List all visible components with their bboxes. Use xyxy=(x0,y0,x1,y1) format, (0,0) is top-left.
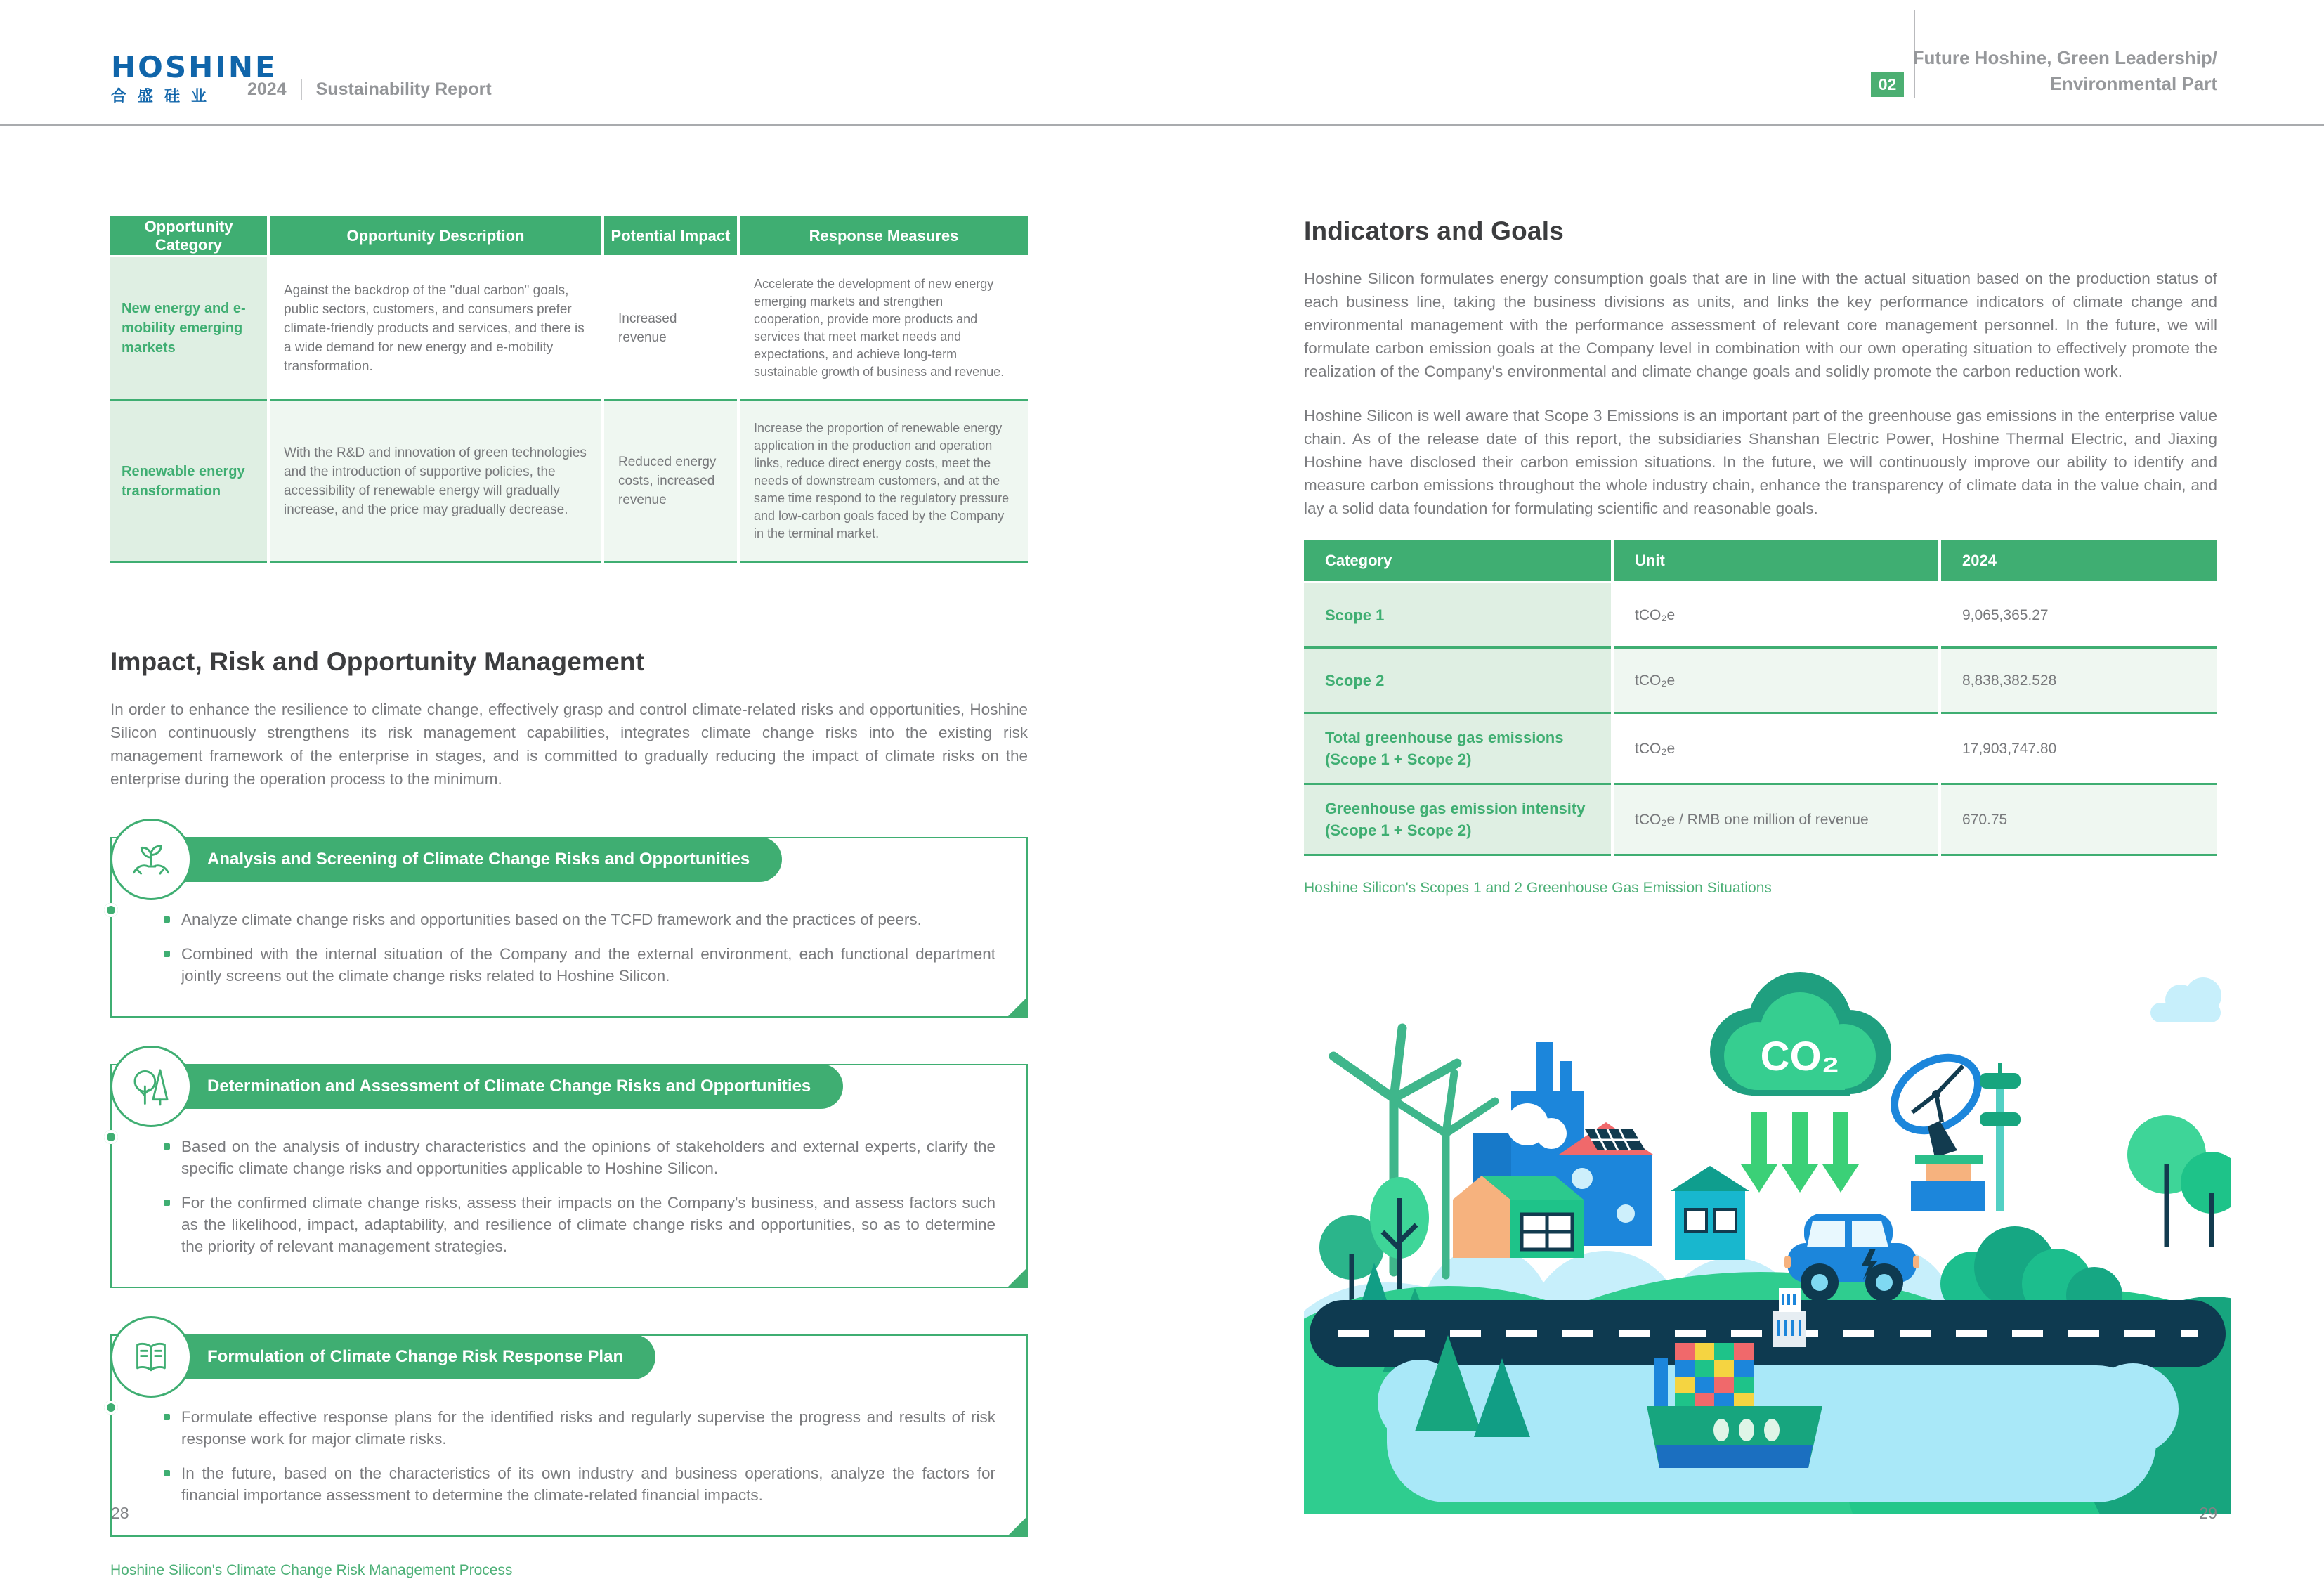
column-header: Opportunity Description xyxy=(270,216,601,257)
section-heading: Impact, Risk and Opportunity Management xyxy=(110,647,645,676)
intro-paragraph: In order to enhance the resilience to climate change, effectively grasp and control climate-related risks and opportunities, Hoshine Silicon continuously strengthens its risk management capabilities, integrates climate change risks into the existing risk management framework of the enterprise in stages, and is committed to gradually reducing the impact of climate risks on the enterprise during the operation process to the minimum. xyxy=(110,701,1028,788)
table-cell-unit: tCO₂e / RMB one million of revenue xyxy=(1614,785,1938,856)
table-cell-measures: Increase the proportion of renewable energy application in the production and operation links, reduce direct energy costs, meet the needs of downstream customers, and at the same time respond to the regulatory pressure and low-carbon goals faced by the Company in the terminal market. xyxy=(740,401,1028,563)
satellite-dish-icon xyxy=(1881,1043,1991,1211)
column-header: 2024 xyxy=(1941,540,2217,583)
header-rule xyxy=(0,124,2324,126)
co2-cloud xyxy=(1710,972,1891,1096)
table-cell-measures: Accelerate the development of new energy emerging markets and strengthen cooperation, provide more products and services that meet market needs and expectations, and achieve long-term sustainable growth of business and revenue. xyxy=(740,257,1028,401)
column-header: Potential Impact xyxy=(604,216,737,257)
trees-icon xyxy=(110,1046,192,1127)
step-banner xyxy=(110,819,1028,900)
table-cell-category: New energy and e-mobility emerging markets xyxy=(110,257,267,401)
column-header: Opportunity Category xyxy=(110,216,267,257)
teal-house xyxy=(1671,1166,1749,1260)
left-page xyxy=(110,216,1028,1579)
table-cell-value: 8,838,382.528 xyxy=(1941,649,2217,714)
illustration-svg xyxy=(1304,945,2231,1514)
chapter-title-line2: Environmental Part xyxy=(2049,73,2217,94)
logo-wordmark: HOSHINE xyxy=(111,50,278,84)
chapter-title-line1: Future Hoshine, Green Leadership/ xyxy=(1912,47,2217,68)
column-header: Unit xyxy=(1614,540,1938,583)
emissions-table xyxy=(1304,540,2217,856)
table-cell-category: Scope 2 xyxy=(1304,649,1611,714)
page-number-left: 28 xyxy=(111,1504,129,1522)
antenna-pole xyxy=(1980,1063,2021,1211)
report-title: Sustainability Report xyxy=(315,79,492,99)
containers xyxy=(1675,1343,1754,1406)
table-cell-category: Total greenhouse gas emissions (Scope 1 + Scope 2) xyxy=(1304,714,1611,785)
table-cell-unit: tCO₂e xyxy=(1614,714,1938,785)
step-banner xyxy=(110,1316,1028,1398)
table-cell-unit: tCO₂e xyxy=(1614,649,1938,714)
section-heading: Indicators and Goals xyxy=(1304,216,1564,245)
table-cell-description: With the R&D and innovation of green technologies and the introduction of supportive policies, the accessibility of renewable energy will gradually increase, and the price may gradually decrease. xyxy=(270,401,601,563)
body-paragraph: Hoshine Silicon formulates energy consumption goals that are in line with the actual situation based on the production status of each business line, taking the business divisions as units, and links the key performance indicators of climate change and environmental management with the performance assessment of relevant core management personnel. In the future, we will formulate carbon emission goals at the Company level in combination with our own operating situation to effectively promote the realization of the Company's environmental and climate change goals and solidly promote the carbon reduction work. xyxy=(1304,270,2217,380)
tree-icon xyxy=(2127,1115,2231,1247)
smoke-puff xyxy=(1536,1118,1567,1149)
step-title: Analysis and Screening of Climate Change Risks and Opportunities xyxy=(154,837,782,882)
step-title: Determination and Assessment of Climate Change Risks and Opportunities xyxy=(154,1064,843,1109)
logo-chinese-name: 合盛硅业 xyxy=(111,87,218,105)
table-cell-value: 670.75 xyxy=(1941,785,2217,856)
opportunity-table xyxy=(110,216,1028,563)
step-bullet: Combined with the internal situation of the Company and the external environment, each functional department jointly screens out the climate change risks related to Hoshine Silicon. xyxy=(162,943,995,987)
co2-label: CO₂ xyxy=(1760,1034,1840,1079)
timeline-dot xyxy=(104,1401,118,1415)
figure-caption: Hoshine Silicon's Climate Change Risk Management Process xyxy=(110,1562,513,1578)
table-cell-unit: tCO₂e xyxy=(1614,583,1938,649)
step-bullet: In the future, based on the characteristics of its own industry and business operations, analyze the factors for financial importance assessment to determine the climate-related financial impacts. xyxy=(162,1462,995,1506)
book-icon xyxy=(110,1316,192,1398)
column-header: Category xyxy=(1304,540,1611,583)
right-page xyxy=(1304,216,2217,897)
process-step-analysis xyxy=(110,819,1028,1018)
table-cell-category: Greenhouse gas emission intensity (Scope 1 + Scope 2) xyxy=(1304,785,1611,856)
report-header-meta xyxy=(247,79,492,100)
step-bullet: Formulate effective response plans for the identified risks and regularly supervise the progress and results of risk response work for major climate risks. xyxy=(162,1406,995,1450)
body-paragraph: Hoshine Silicon is well aware that Scope 3 Emissions is an important part of the greenhouse gas emissions in the enterprise value chain. As of the release date of this report, the subsidiaries Shanshan Electric Power, Hoshine Thermal Electric, and Jiaxing Hoshine have disclosed their carbon emission situations. In the future, we will continuously improve our ability to identify and measure carbon emissions throughout the whole industry chain, enhance the transparency of climate data in the value chain, and lay a solid data foundation for formulating scientific and reasonable goals. xyxy=(1304,407,2217,517)
corner-accent xyxy=(1007,1516,1027,1536)
table-cell-impact: Reduced energy costs, increased revenue xyxy=(604,401,737,563)
table-cell-category: Scope 1 xyxy=(1304,583,1611,649)
table-caption: Hoshine Silicon's Scopes 1 and 2 Greenhouse Gas Emission Situations xyxy=(1304,880,1772,896)
timeline-dot xyxy=(104,1130,118,1144)
step-title: Formulation of Climate Change Risk Response Plan xyxy=(154,1334,655,1379)
table-cell-category: Renewable energy transformation xyxy=(110,401,267,563)
page-number-right: 29 xyxy=(2199,1504,2217,1522)
green-city-illustration xyxy=(1304,945,2231,1514)
process-step-assessment xyxy=(110,1046,1028,1288)
table-cell-impact: Increased revenue xyxy=(604,257,737,401)
step-bullet: Based on the analysis of industry characteristics and the opinions of stakeholders and external experts, clarify the specific climate change risks and opportunities applicable to Hoshine Silicon. xyxy=(162,1136,995,1179)
hands-plant-icon xyxy=(110,819,192,900)
green-house xyxy=(1453,1176,1584,1258)
step-bullet: Analyze climate change risks and opportunities based on the TCFD framework and the practices of peers. xyxy=(162,909,995,930)
chapter-title xyxy=(1913,45,2217,97)
corner-accent xyxy=(1007,1268,1027,1287)
table-cell-description: Against the backdrop of the "dual carbon" goals, public sectors, customers, and consumers prefer climate-friendly products and services, and there is a wide demand for new energy and e-mobility transformation. xyxy=(270,257,601,401)
table-cell-value: 9,065,365.27 xyxy=(1941,583,2217,649)
column-header: Response Measures xyxy=(740,216,1028,257)
timeline-dot xyxy=(104,903,118,917)
corner-accent xyxy=(1007,997,1027,1017)
step-bullet: For the confirmed climate change risks, assess their impacts on the Company's business, and assess factors such as the likelihood, impact, adaptability, and resilience of climate change risks and opportunities, so as to determine the priority of relevant management strategies. xyxy=(162,1192,995,1257)
report-year: 2024 xyxy=(247,79,287,99)
header-divider xyxy=(301,79,302,100)
chapter-number-badge: 02 xyxy=(1871,72,1904,97)
table-cell-value: 17,903,747.80 xyxy=(1941,714,2217,785)
step-banner xyxy=(110,1046,1028,1127)
co2-reduction-arrows xyxy=(1741,1112,1859,1193)
process-step-response-plan xyxy=(110,1316,1028,1537)
